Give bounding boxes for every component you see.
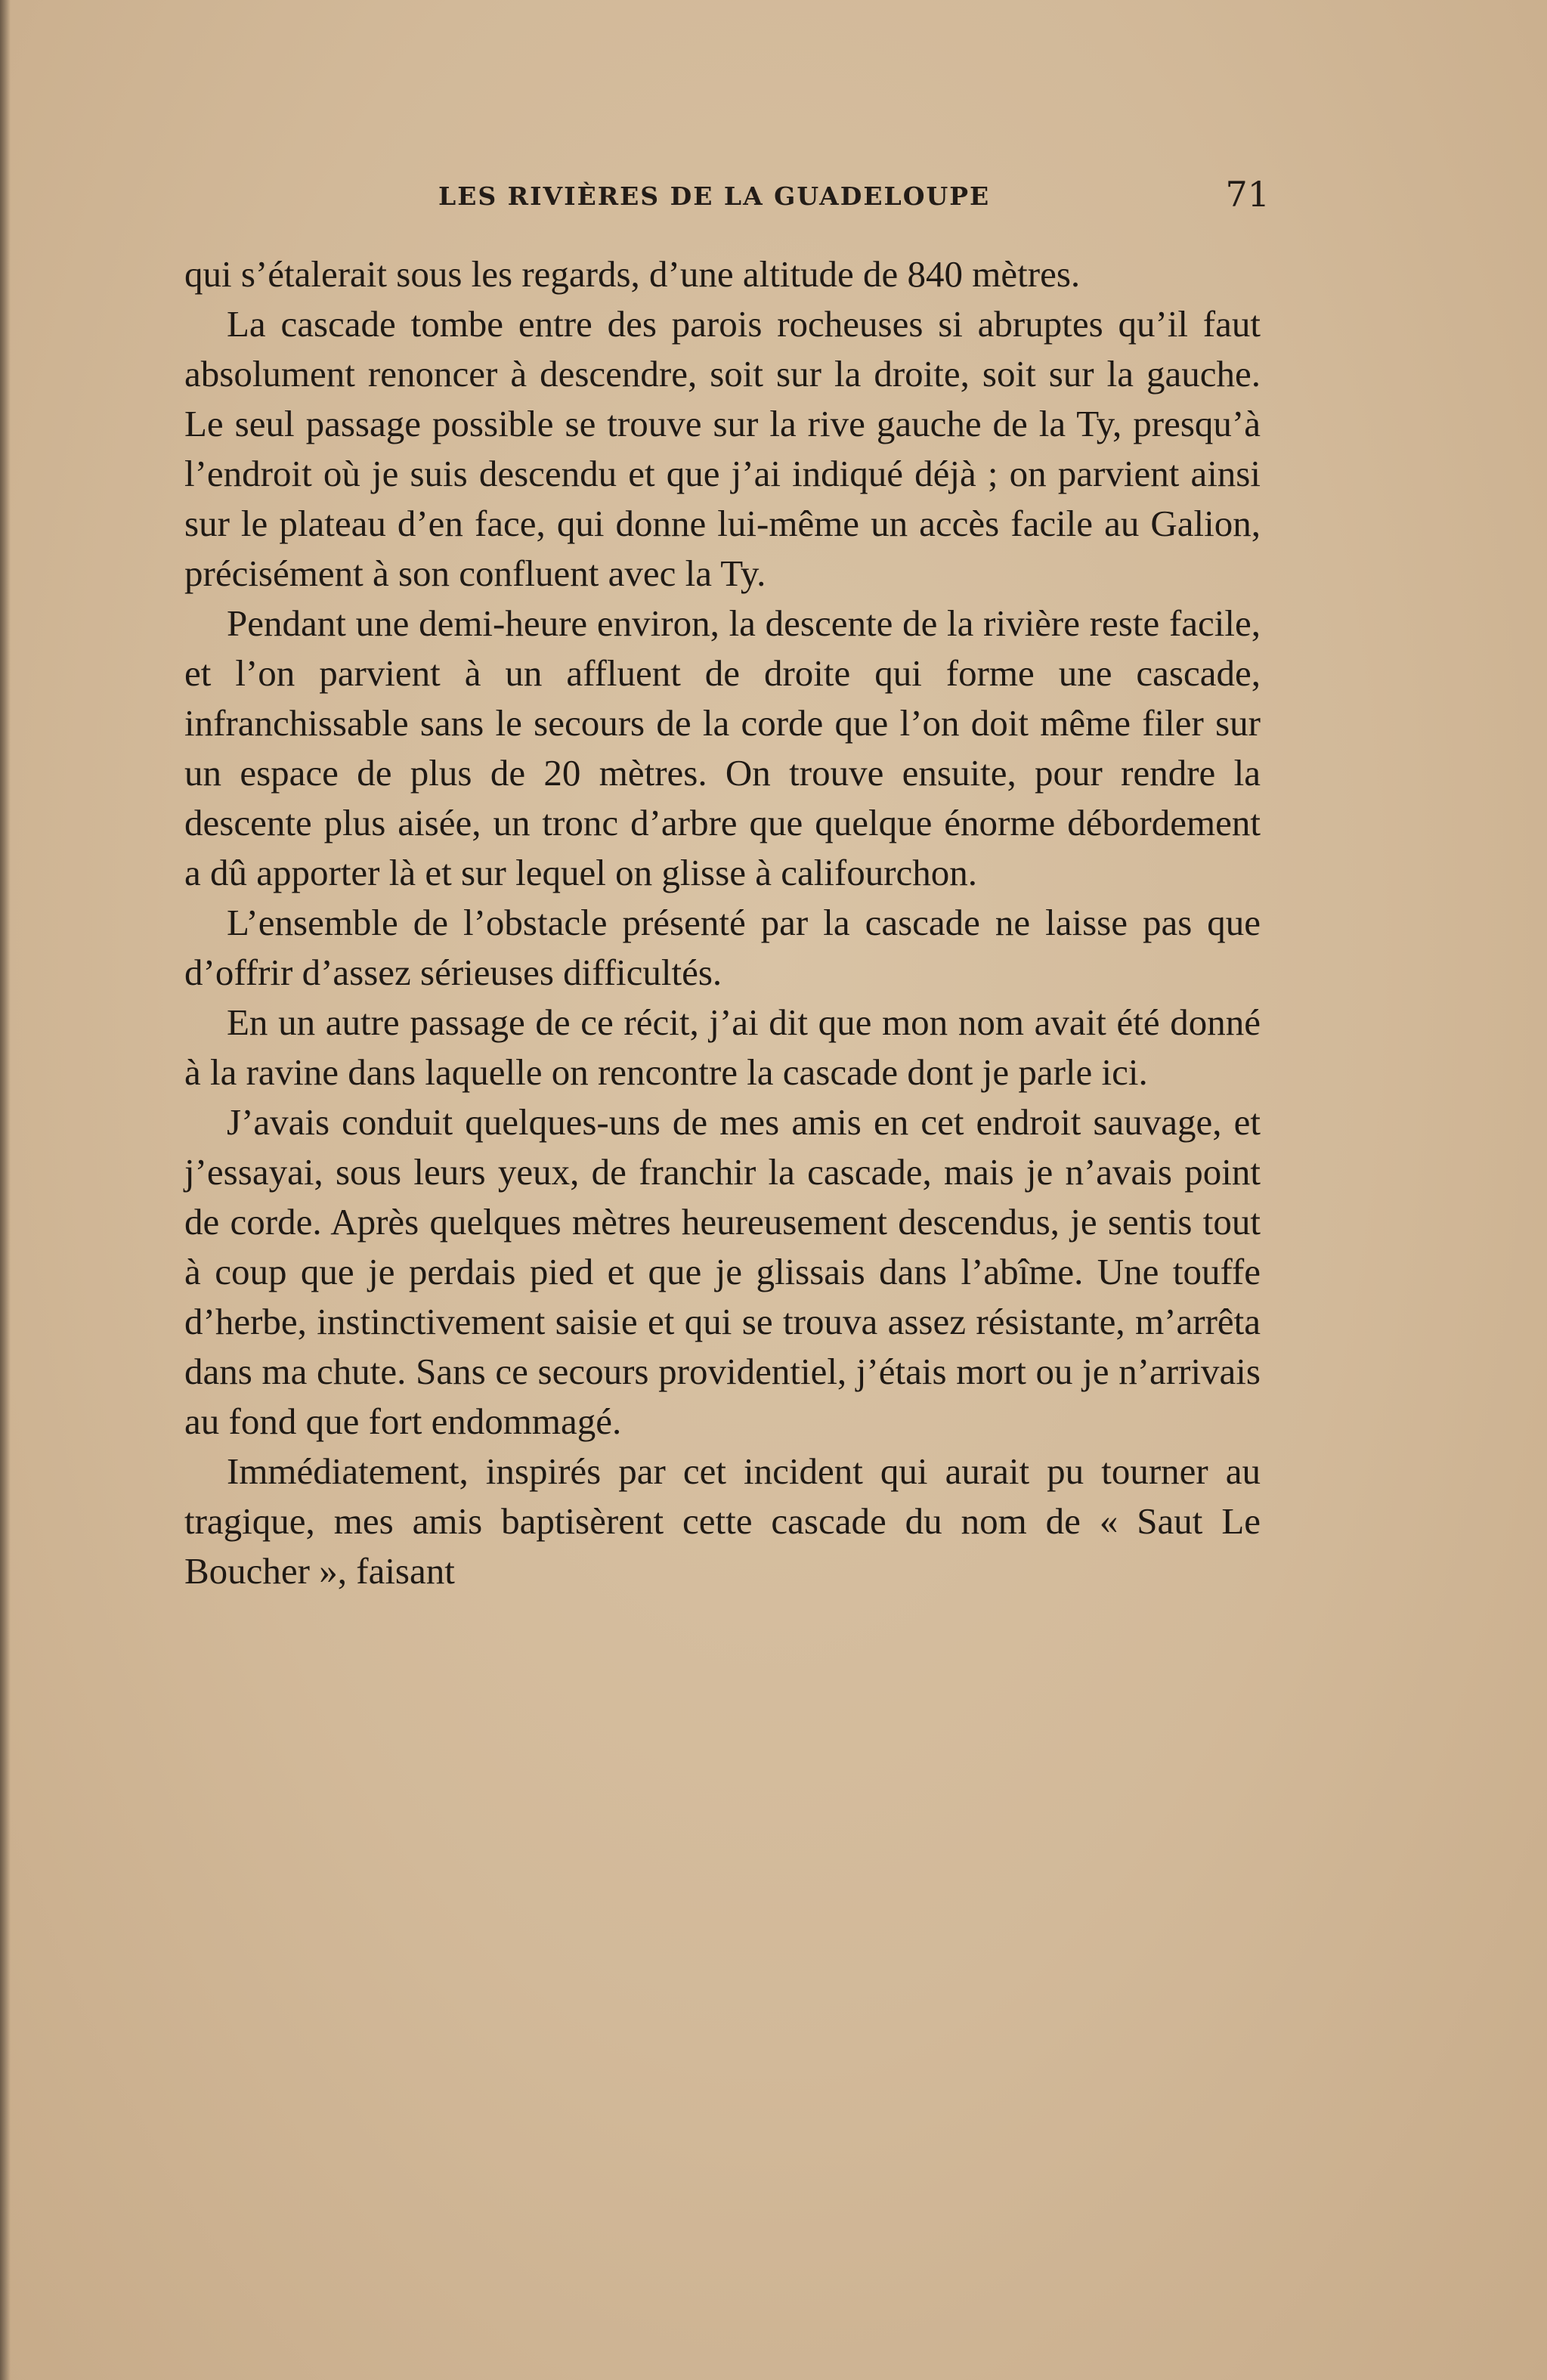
paragraph: qui s’étalerait sous les regards, d’une altitude de 840 mètres. [184, 253, 1081, 295]
paragraph: La cascade tombe entre des parois rocheuses si abruptes qu’il faut absolument renoncer à descendre, soit sur la droite, soit sur la gauche. Le seul passage possible se trouve sur la rive gauche de la Ty, presqu’à l’endroit où je suis descendu et que j’ai indiqué déjà ; on parvient ainsi sur le plateau d’en face, qui donne lui-même un accès facile au Galion, précisément à son confluent avec la Ty. [184, 303, 1261, 594]
paragraph: En un autre passage de ce récit, j’ai dit que mon nom avait été donné à la ravine dans laquelle on rencontre la cascade dont je parle ici. [184, 1001, 1261, 1093]
body-text [184, 249, 1261, 1596]
paragraph: Immédiatement, inspirés par cet incident qui aurait pu tourner au tragique, mes amis baptisèrent cette cascade du nom de « Saut Le Boucher », faisant [184, 1450, 1261, 1592]
paragraph: L’ensemble de l’obstacle présenté par la cascade ne laisse pas que d’offrir d’assez sérieuses difficultés. [184, 902, 1261, 993]
running-title: LES RIVIÈRES DE LA GUADELOUPE [438, 181, 991, 211]
paragraph: J’avais conduit quelques-uns de mes amis en cet endroit sauvage, et j’essayai, sous leurs yeux, de franchir la cascade, mais je n’avais point de corde. Après quelques mètres heureusement descendus, je sentis tout à coup que je perdais pied et que je glissais dans l’abîme. Une touffe d’herbe, instinctivement saisie et qui se trouva assez résistante, m’arrêta dans ma chute. Sans ce secours providentiel, j’étais mort ou je n’arrivais au fond que fort endommagé. [184, 1101, 1261, 1442]
paragraph: Pendant une demi-heure environ, la descente de la rivière reste facile, et l’on parvient à un affluent de droite qui forme une cascade, infranchissable sans le secours de la corde que l’on doit même filer sur un espace de plus de 20 mètres. On trouve ensuite, pour rendre la descente plus aisée, un tronc d’arbre que quelque énorme débordement a dû apporter là et sur lequel on glisse à califourchon. [184, 602, 1261, 893]
binding-edge [0, 0, 11, 2380]
running-head [184, 174, 1270, 221]
page-number: 71 [1225, 174, 1270, 215]
